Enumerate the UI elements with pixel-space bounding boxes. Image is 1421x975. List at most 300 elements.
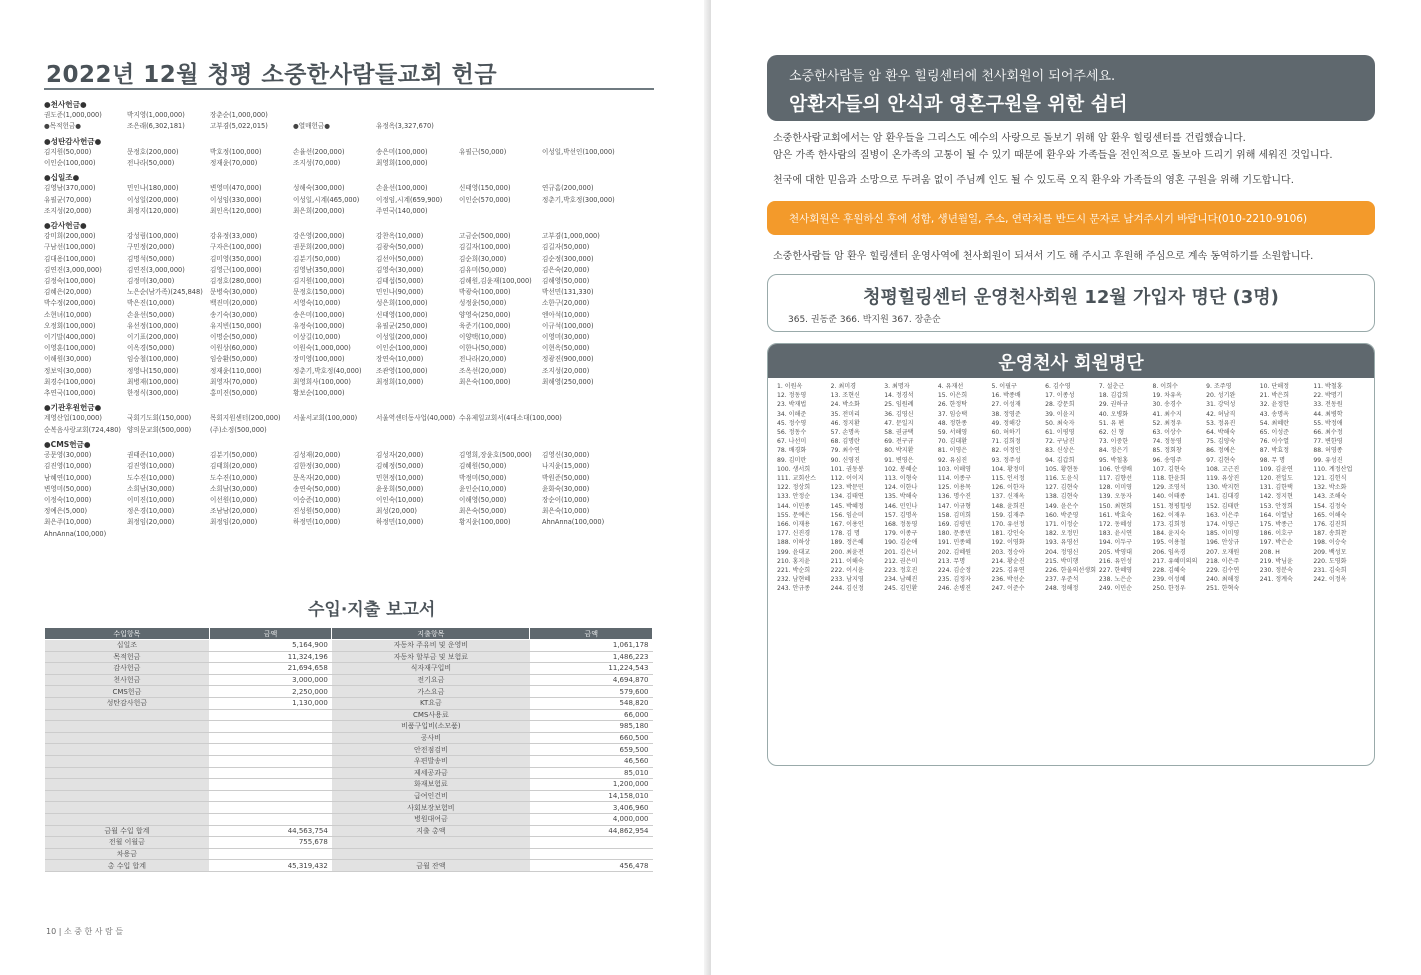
ledger-entry: 김영희,장윤호(500,000) (459, 451, 532, 460)
ledger-row (44, 461, 656, 472)
member-name: 42. 허남직 (1206, 410, 1236, 418)
ledger-entry: 조옥선(20,000) (459, 366, 507, 375)
member-name: 231. 김숙희 (1313, 567, 1347, 575)
ledger-entry: 최해영(250,000) (542, 377, 594, 386)
member-name: 58. 권금택 (884, 429, 914, 437)
finance-cell: 548,820 (530, 697, 653, 709)
ledger-entry: 김정호(280,000) (210, 277, 262, 286)
ledger-entry: 김분기(50,000) (293, 254, 341, 263)
finance-row (45, 779, 653, 791)
ledger-entry: 김길자(50,000) (542, 243, 590, 252)
ledger-entry: 최영자(70,000) (210, 377, 258, 386)
finance-cell (45, 744, 210, 756)
banner-title: 암환자들의 안식과 영혼구원을 위한 쉼터 (789, 93, 1128, 115)
intro-line-1: 소중한사람교회에서는 암 환우들을 그리스도 예수의 사랑으로 돌보기 위해 암 환우 힐링센터를 건립했습니다. (773, 133, 1246, 144)
finance-cell (45, 779, 210, 791)
ledger-entry: 임승환(50,000) (210, 355, 258, 364)
finance-cell: 579,600 (530, 686, 653, 698)
member-name: 165. 이해숙 (1313, 511, 1347, 519)
member-name: 224. 김순정 (937, 567, 972, 575)
finance-row (45, 848, 653, 860)
member-name: 241. 정계숙 (1259, 576, 1293, 584)
member-name: 152. 김태란 (1206, 502, 1240, 510)
member-name: 22. 박명기 (1313, 392, 1343, 400)
member-name: 25. 임원례 (884, 401, 914, 409)
ledger-entry: 김영숙(30,000) (376, 265, 424, 274)
finance-cell: 11,324,196 (209, 651, 331, 663)
ledger-entry: 손율선(200,000) (293, 147, 345, 156)
member-name: 98. 무 명 (1259, 456, 1286, 464)
member-name: 237. 우준석 (1045, 576, 1079, 584)
ledger-entry: 이인숙(10,000) (376, 495, 424, 504)
ledger-entry: 수유제일교회서(4대소대(100,000) (459, 414, 562, 423)
member-name: 47. 문일지 (884, 419, 914, 427)
ledger-entry: 문정호(150,000) (293, 288, 345, 297)
ledger-row (44, 377, 656, 388)
member-name: 117. 김향선 (1098, 475, 1132, 483)
member-name: 177. 신진경 (777, 530, 811, 538)
ledger-entry: 고부겸(1,000,000) (542, 232, 600, 241)
member-name: 232. 남현혜 (777, 576, 811, 584)
ledger-entry: 오정회(100,000) (44, 321, 96, 330)
ledger-entry: 하정민(10,000) (293, 518, 341, 527)
member-name: 206. 임옥경 (1152, 548, 1186, 556)
ledger-entry: 김미영(350,000) (210, 254, 262, 263)
ledger-entry: 최인옥(120,000) (210, 206, 262, 215)
report-title: 수입·지출 보고서 (308, 600, 436, 620)
ledger-entry: 장순이(10,000) (542, 495, 590, 504)
ledger-entry: 소현녀(10,000) (44, 310, 92, 319)
finance-row (45, 790, 653, 802)
member-name: 239. 이성혜 (1152, 576, 1186, 584)
member-name: 223. 정호진 (884, 567, 918, 575)
new-members-box (767, 274, 1375, 332)
ledger-entry: 박은진(10,000) (127, 299, 175, 308)
ledger-entry: 박선민(131,330) (542, 288, 594, 297)
member-name: 118. 한윤희 (1152, 475, 1186, 483)
finance-cell: 전월 이월금 (45, 837, 210, 849)
ledger-row (44, 121, 656, 132)
member-name: 17. 이종성 (1045, 392, 1075, 400)
ledger-entry: 이성임(330,000) (210, 195, 262, 204)
finance-row (45, 767, 653, 779)
member-name: 114. 이종구 (937, 475, 972, 483)
member-name: 81. 이영은 (937, 447, 968, 455)
ledger-entry: 이기표(200,000) (127, 333, 179, 342)
member-name: 87. 박효정 (1259, 447, 1290, 455)
ledger-entry: 최은숙(100,000) (459, 377, 511, 386)
ledger-entry: 순복음사랑교회(724,480) (44, 425, 121, 434)
member-name: 6. 김수영 (1045, 383, 1071, 390)
finance-cell: 총 수입 합계 (45, 860, 210, 872)
member-name: 131. 김한택 (1259, 484, 1293, 492)
ledger-entry: 성해숙(300,000) (293, 184, 345, 193)
ledger-entry: 정광진(900,000) (542, 355, 594, 364)
member-name: 40. 오병화 (1098, 410, 1129, 418)
finance-row (45, 709, 653, 721)
members-box (767, 343, 1375, 766)
ledger-entry: 김연진(3,000,000) (44, 265, 102, 274)
member-name: 108. 고근진 (1206, 465, 1240, 473)
member-name: 65. 이성준 (1259, 429, 1290, 437)
ledger-entry: 정춘기,박호정(40,000) (293, 366, 362, 375)
member-name: 60. 허하기 (991, 429, 1021, 437)
finance-table (44, 627, 653, 872)
member-name: 145. 박혜정 (830, 502, 864, 510)
member-name: 155. 문예은 (777, 511, 811, 519)
member-name: 207. 오재원 (1206, 548, 1240, 556)
ledger-entry: 강성림(100,000) (127, 232, 179, 241)
finance-row (45, 837, 653, 849)
member-name: 228. 김혜숙 (1152, 567, 1186, 575)
ledger-row (44, 506, 656, 517)
member-name: 195. 이용철 (1152, 539, 1186, 547)
finance-cell: 66,000 (530, 709, 653, 721)
finance-cell: 제세공과금 (332, 767, 530, 779)
ledger-entry: 민인나(180,000) (127, 184, 179, 193)
ledger-entry: 최정임(20,000) (210, 518, 258, 527)
finance-cell: 660,500 (530, 732, 653, 744)
member-name: 3. 최명자 (884, 383, 910, 390)
member-name: 140. 이태종 (1152, 493, 1186, 501)
member-name: 7. 설춘근 (1098, 383, 1125, 390)
member-name: 146. 민인나 (884, 502, 918, 510)
finance-cell: 비품구입비(소모품) (332, 721, 530, 733)
ledger-entry: 김정숙(100,000) (44, 277, 96, 286)
member-name: 187. 송희찬 (1313, 530, 1347, 538)
member-name: 66. 최수정 (1313, 429, 1343, 437)
finance-cell: 3,406,960 (530, 802, 653, 814)
ledger-entry: 임승철(100,000) (127, 355, 179, 364)
right-page (711, 0, 1421, 975)
ledger-row (44, 413, 656, 424)
ledger-row (44, 366, 656, 377)
member-name: 217. 유혜미의의 (1152, 557, 1198, 565)
ledger-row (44, 310, 656, 321)
finance-cell: 공사비 (332, 732, 530, 744)
ledger-row (44, 343, 656, 354)
ledger-row (44, 473, 656, 484)
ledger-entry: 구민정(20,000) (127, 243, 175, 252)
member-name: 142. 정지현 (1259, 493, 1293, 501)
member-name: 222. 이시윤 (830, 567, 864, 575)
member-name: 194. 이두구 (1098, 539, 1132, 547)
member-name: 171. 이정순 (1045, 521, 1079, 529)
ledger-entry: 문병숙(30,000) (210, 288, 258, 297)
member-name: 9. 조주영 (1206, 383, 1232, 390)
ledger-entry: 송은미(100,000) (293, 310, 345, 319)
ledger-entry: 진성원(50,000) (293, 507, 341, 516)
ledger-entry: 최은숙(10,000) (542, 507, 590, 516)
member-name: 166. 이재용 (777, 521, 811, 529)
member-name: 193. 유영선 (1045, 539, 1079, 547)
member-name: 78. 배경화 (777, 447, 807, 455)
ledger-entry: 이영훈(100,000) (44, 344, 96, 353)
member-name: 183. 윤시연 (1098, 530, 1132, 538)
finance-cell: 전기요금 (332, 674, 530, 686)
ledger-entry: 김지원(100,000) (293, 277, 345, 286)
members-title: 운영천사 회원명단 (768, 344, 1374, 378)
member-name: 61. 이평영 (1045, 429, 1075, 437)
member-name: 8. 이희수 (1152, 383, 1178, 390)
member-name: 32. 윤정한 (1259, 401, 1290, 409)
member-name: 121. 김헌식 (1313, 475, 1347, 483)
finance-cell: 456,478 (530, 860, 653, 872)
member-name: 200. 최윤전 (830, 548, 864, 556)
ledger-entry: 이미진(10,000) (127, 495, 175, 504)
ledger-entry: 주연국(140,000) (376, 206, 428, 215)
finance-cell (209, 744, 331, 756)
member-name: 4. 유재선 (937, 383, 964, 390)
finance-row (45, 663, 653, 675)
member-name: 180. 문종민 (937, 530, 972, 538)
left-page (0, 0, 710, 975)
ledger-entry: 손윤선(100,000) (376, 184, 428, 193)
ledger-entry: 하정민(10,000) (376, 518, 424, 527)
ledger-entry: 김한정(30,000) (293, 462, 341, 471)
ledger-entry: 김선아(50,000) (376, 254, 424, 263)
ledger-entry: 송은미(100,000) (376, 147, 428, 156)
ledger-entry: AhnAnna(100,000) (542, 518, 605, 527)
ledger-entry: 민현정(10,000) (376, 473, 424, 482)
member-name: 243. 안규종 (777, 585, 811, 593)
member-name: 189. 정은혜 (830, 539, 864, 547)
finance-cell (45, 709, 210, 721)
finance-cell: 병원대여금 (332, 813, 530, 825)
member-name: 103. 이해영 (937, 465, 972, 473)
invite-text: 소중한사람들 암 환우 힐링센터 운영사역에 천사회원이 되셔서 기도 해 주시고 후원해 주심으로 계속 동역하기를 소원합니다. (773, 251, 1314, 262)
member-name: 249. 이민순 (1098, 585, 1132, 593)
ledger-entry: 신태영(100,000) (376, 310, 428, 319)
ledger-entry: 김태희(20,000) (210, 462, 258, 471)
ledger-entry: 공문영(30,000) (44, 451, 92, 460)
member-name: 133. 안정순 (777, 493, 811, 501)
ledger-entry: ●목적헌금● (44, 122, 81, 131)
ledger-entry: 김은숙(20,000) (542, 265, 590, 274)
finance-row (45, 755, 653, 767)
ledger-entry: ●열매헌금● (293, 122, 330, 131)
ledger-entry: 김혜원(50,000) (459, 462, 507, 471)
ledger-entry: 엔아석(10,000) (542, 310, 590, 319)
ledger-entry: 김연진(3,000,000) (127, 265, 185, 274)
ledger-entry: 최은숙(50,000) (459, 507, 507, 516)
member-name: 128. 이미영 (1098, 484, 1132, 492)
ledger-entry: 김영근(100,000) (210, 265, 262, 274)
ledger-entry: 이한나(50,000) (459, 344, 507, 353)
finance-cell: 화재보험료 (332, 779, 530, 791)
ledger-entry: 김혜은(20,000) (44, 288, 92, 297)
member-name: 169. 김평민 (937, 521, 972, 529)
member-name: 170. 유선정 (991, 521, 1025, 529)
ledger-entry: 이성일(200,000) (376, 333, 428, 342)
member-name: 104. 황정미 (991, 465, 1025, 473)
new-members-title: 청평힐링센터 운영천사회원 12월 가입자 명단 (3명) (863, 287, 1279, 308)
member-name: 53. 정유진 (1206, 419, 1236, 427)
ledger-row (44, 242, 656, 253)
member-name: 59. 서해영 (937, 429, 968, 437)
ledger-section-label: ●감사헌금● (44, 221, 87, 231)
ledger-entry: 성정윤(50,000) (459, 299, 507, 308)
ledger-entry: 김진영(10,000) (127, 462, 175, 471)
ledger-entry: 김해영(50,000) (542, 277, 590, 286)
ledger-entry: 전나라(20,000) (459, 355, 507, 364)
ledger-entry: 고부겸(5,022,015) (210, 122, 268, 131)
member-name: 247. 이준수 (991, 585, 1025, 593)
member-name: 137. 신재옥 (991, 493, 1025, 501)
finance-cell: 5,164,900 (209, 640, 331, 652)
member-name: 10. 단해정 (1259, 383, 1290, 390)
member-name: 251. 한혁숙 (1206, 585, 1240, 593)
ledger-entry: 송연숙(50,000) (293, 484, 341, 493)
member-name: 14. 정경석 (884, 392, 914, 400)
ledger-entry: 구남선(100,000) (44, 243, 96, 252)
member-name: 220. 도영화 (1313, 557, 1347, 565)
ledger-entry: 윤인순(10,000) (459, 484, 507, 493)
finance-row (45, 686, 653, 698)
member-name: 115. 인서정 (991, 475, 1025, 483)
member-name: 45. 정수영 (777, 419, 807, 427)
ledger-entry: 김순희(30,000) (459, 254, 507, 263)
finance-cell: 가스요금 (332, 686, 530, 698)
finance-row (45, 813, 653, 825)
member-name: 52. 최정우 (1152, 419, 1182, 427)
member-name: 219. 박님윤 (1259, 557, 1293, 565)
ledger-entry: 김영신(30,000) (542, 451, 590, 460)
angel-member-notice: 천사회원은 후원하신 후에 성함, 생년월일, 주소, 연락처를 반드시 문자로 남겨주시기 바랍니다(010-2210-9106) (767, 201, 1375, 235)
member-name: 97. 김현숙 (1206, 456, 1236, 464)
member-name: 167. 이용인 (830, 521, 864, 529)
intro-line-2: 암은 가족 한사람의 질병이 온가족의 고통이 될 수 있기 때문에 환우와 가족들을 전인적으로 돌보아 드리기 위해 세워진 것입니다. (773, 150, 1333, 161)
ledger-entry: 남혜연(10,000) (44, 473, 92, 482)
member-name: 178. 김 명 (830, 530, 860, 538)
finance-cell: 차용금 (45, 848, 210, 860)
member-name: 204. 정영신 (1045, 548, 1079, 556)
ledger-entry: 유정숙(100,000) (293, 321, 345, 330)
member-name: 122. 정상희 (777, 484, 811, 492)
ledger-entry: 권문희(200,000) (293, 243, 345, 252)
finance-cell: 목적헌금 (45, 651, 210, 663)
finance-cell: 사회보장보험비 (332, 802, 530, 814)
member-name: 250. 한정우 (1152, 585, 1186, 593)
ledger-entry: 정예은(5,000) (44, 507, 88, 516)
member-name: 79. 최수연 (830, 447, 860, 455)
ledger-entry: 조관영(100,000) (376, 366, 428, 375)
ledger-entry: 정춘기,박호정(300,000) (542, 195, 615, 204)
member-name: 71. 김희정 (991, 438, 1021, 446)
finance-cell: 659,500 (530, 744, 653, 756)
finance-cell (530, 848, 653, 860)
member-name: 185. 이미영 (1206, 530, 1240, 538)
member-name: 201. 김은녀 (884, 548, 918, 556)
ledger-row (44, 183, 656, 194)
finance-cell (209, 779, 331, 791)
member-name: 162. 이재우 (1152, 511, 1186, 519)
member-name: 67. 나선미 (777, 438, 807, 446)
finance-cell (209, 802, 331, 814)
ledger-entry: 계영산업(100,000) (44, 414, 102, 423)
ledger-entry: AhnAnna(100,000) (44, 529, 107, 538)
ledger-entry: 이명순(50,000) (210, 333, 258, 342)
member-name: 157. 김명옥 (884, 511, 918, 519)
member-name: 229. 김수연 (1206, 567, 1240, 575)
ledger-entry: 박광숙(100,000) (459, 288, 511, 297)
finance-cell (45, 790, 210, 802)
ledger-entry: 이원상(60,000) (210, 344, 258, 353)
member-name: 107. 김현숙 (1152, 465, 1186, 473)
finance-cell: 2,250,000 (209, 686, 331, 698)
member-name: 233. 남지영 (830, 576, 864, 584)
member-name: 188. 이하상 (777, 539, 811, 547)
member-name: 235. 김정자 (937, 576, 972, 584)
ledger-row (44, 529, 656, 540)
member-name: 160. 박준영 (1045, 511, 1079, 519)
ledger-row (44, 265, 656, 276)
member-name: 214. 황순진 (991, 557, 1025, 565)
ledger-entry: 최은희(200,000) (293, 206, 345, 215)
ledger-entry: 박원준(50,000) (542, 473, 590, 482)
title-divider (44, 88, 654, 90)
ledger-row (44, 484, 656, 495)
finance-cell (209, 848, 331, 860)
finance-row (45, 721, 653, 733)
member-name: 94. 김갑희 (1045, 456, 1075, 464)
member-name: 63. 이상수 (1152, 429, 1182, 437)
ledger-entry: 구자은(100,000) (210, 243, 262, 252)
ledger-section-label: ●기관후원헌금● (44, 403, 102, 413)
ledger-entry: 강은영(200,000) (293, 232, 345, 241)
member-name: 55. 박정애 (1313, 419, 1343, 427)
finance-cell: 4,694,870 (530, 674, 653, 686)
member-name: 216. 유인성 (1098, 557, 1132, 565)
finance-cell (45, 721, 210, 733)
member-name: 230. 정분숙 (1259, 567, 1293, 575)
member-name: 153. 안정희 (1259, 502, 1293, 510)
member-name: 54. 최혜란 (1259, 419, 1290, 427)
ledger-entry: 추연국(100,000) (44, 389, 96, 398)
member-name: 24. 박소화 (830, 401, 860, 409)
member-name: 136. 명수진 (937, 493, 972, 501)
member-name: 101. 권동봉 (830, 465, 864, 473)
member-name: 138. 김현숙 (1045, 493, 1079, 501)
member-name: 13. 조현신 (830, 392, 860, 400)
member-name: 51. 유 편 (1098, 419, 1125, 427)
ledger-entry: 이상길(10,000) (293, 333, 341, 342)
member-name: 28. 강문희 (1045, 401, 1075, 409)
member-name: 74. 정동영 (1152, 438, 1182, 446)
finance-cell: 급여인건비 (332, 790, 530, 802)
ledger-entry: 박호정(100,000) (210, 147, 262, 156)
ledger-entry: 박지영(1,000,000) (127, 111, 185, 120)
member-name: 150. 최현희 (1098, 502, 1132, 510)
member-name: 148. 윤희진 (991, 502, 1025, 510)
member-name: 236. 박선순 (991, 576, 1025, 584)
member-name: 86. 정예은 (1206, 447, 1236, 455)
banner-subtitle: 소중한사람들 암 환우 힐링센터에 천사회원이 되어주세요. (789, 69, 1116, 84)
member-name: 202. 김혜원 (937, 548, 972, 556)
ledger-entry: 백진미(20,000) (210, 299, 258, 308)
member-name: 196. 안상규 (1206, 539, 1240, 547)
ledger-entry: 이정임,시계(659,900) (376, 195, 443, 204)
member-name: 173. 김희정 (1152, 521, 1186, 529)
member-name: 50. 최숙자 (1045, 419, 1075, 427)
finance-row (45, 732, 653, 744)
member-name: 37. 임승택 (937, 410, 968, 418)
member-name: 76. 이수열 (1259, 438, 1290, 446)
ledger-entry: 목회지원센터(200,000) (210, 414, 281, 423)
member-name: 208. H (1259, 548, 1280, 556)
member-name: 210. 홍지윤 (777, 557, 811, 565)
member-name: 139. 오동자 (1098, 493, 1132, 501)
